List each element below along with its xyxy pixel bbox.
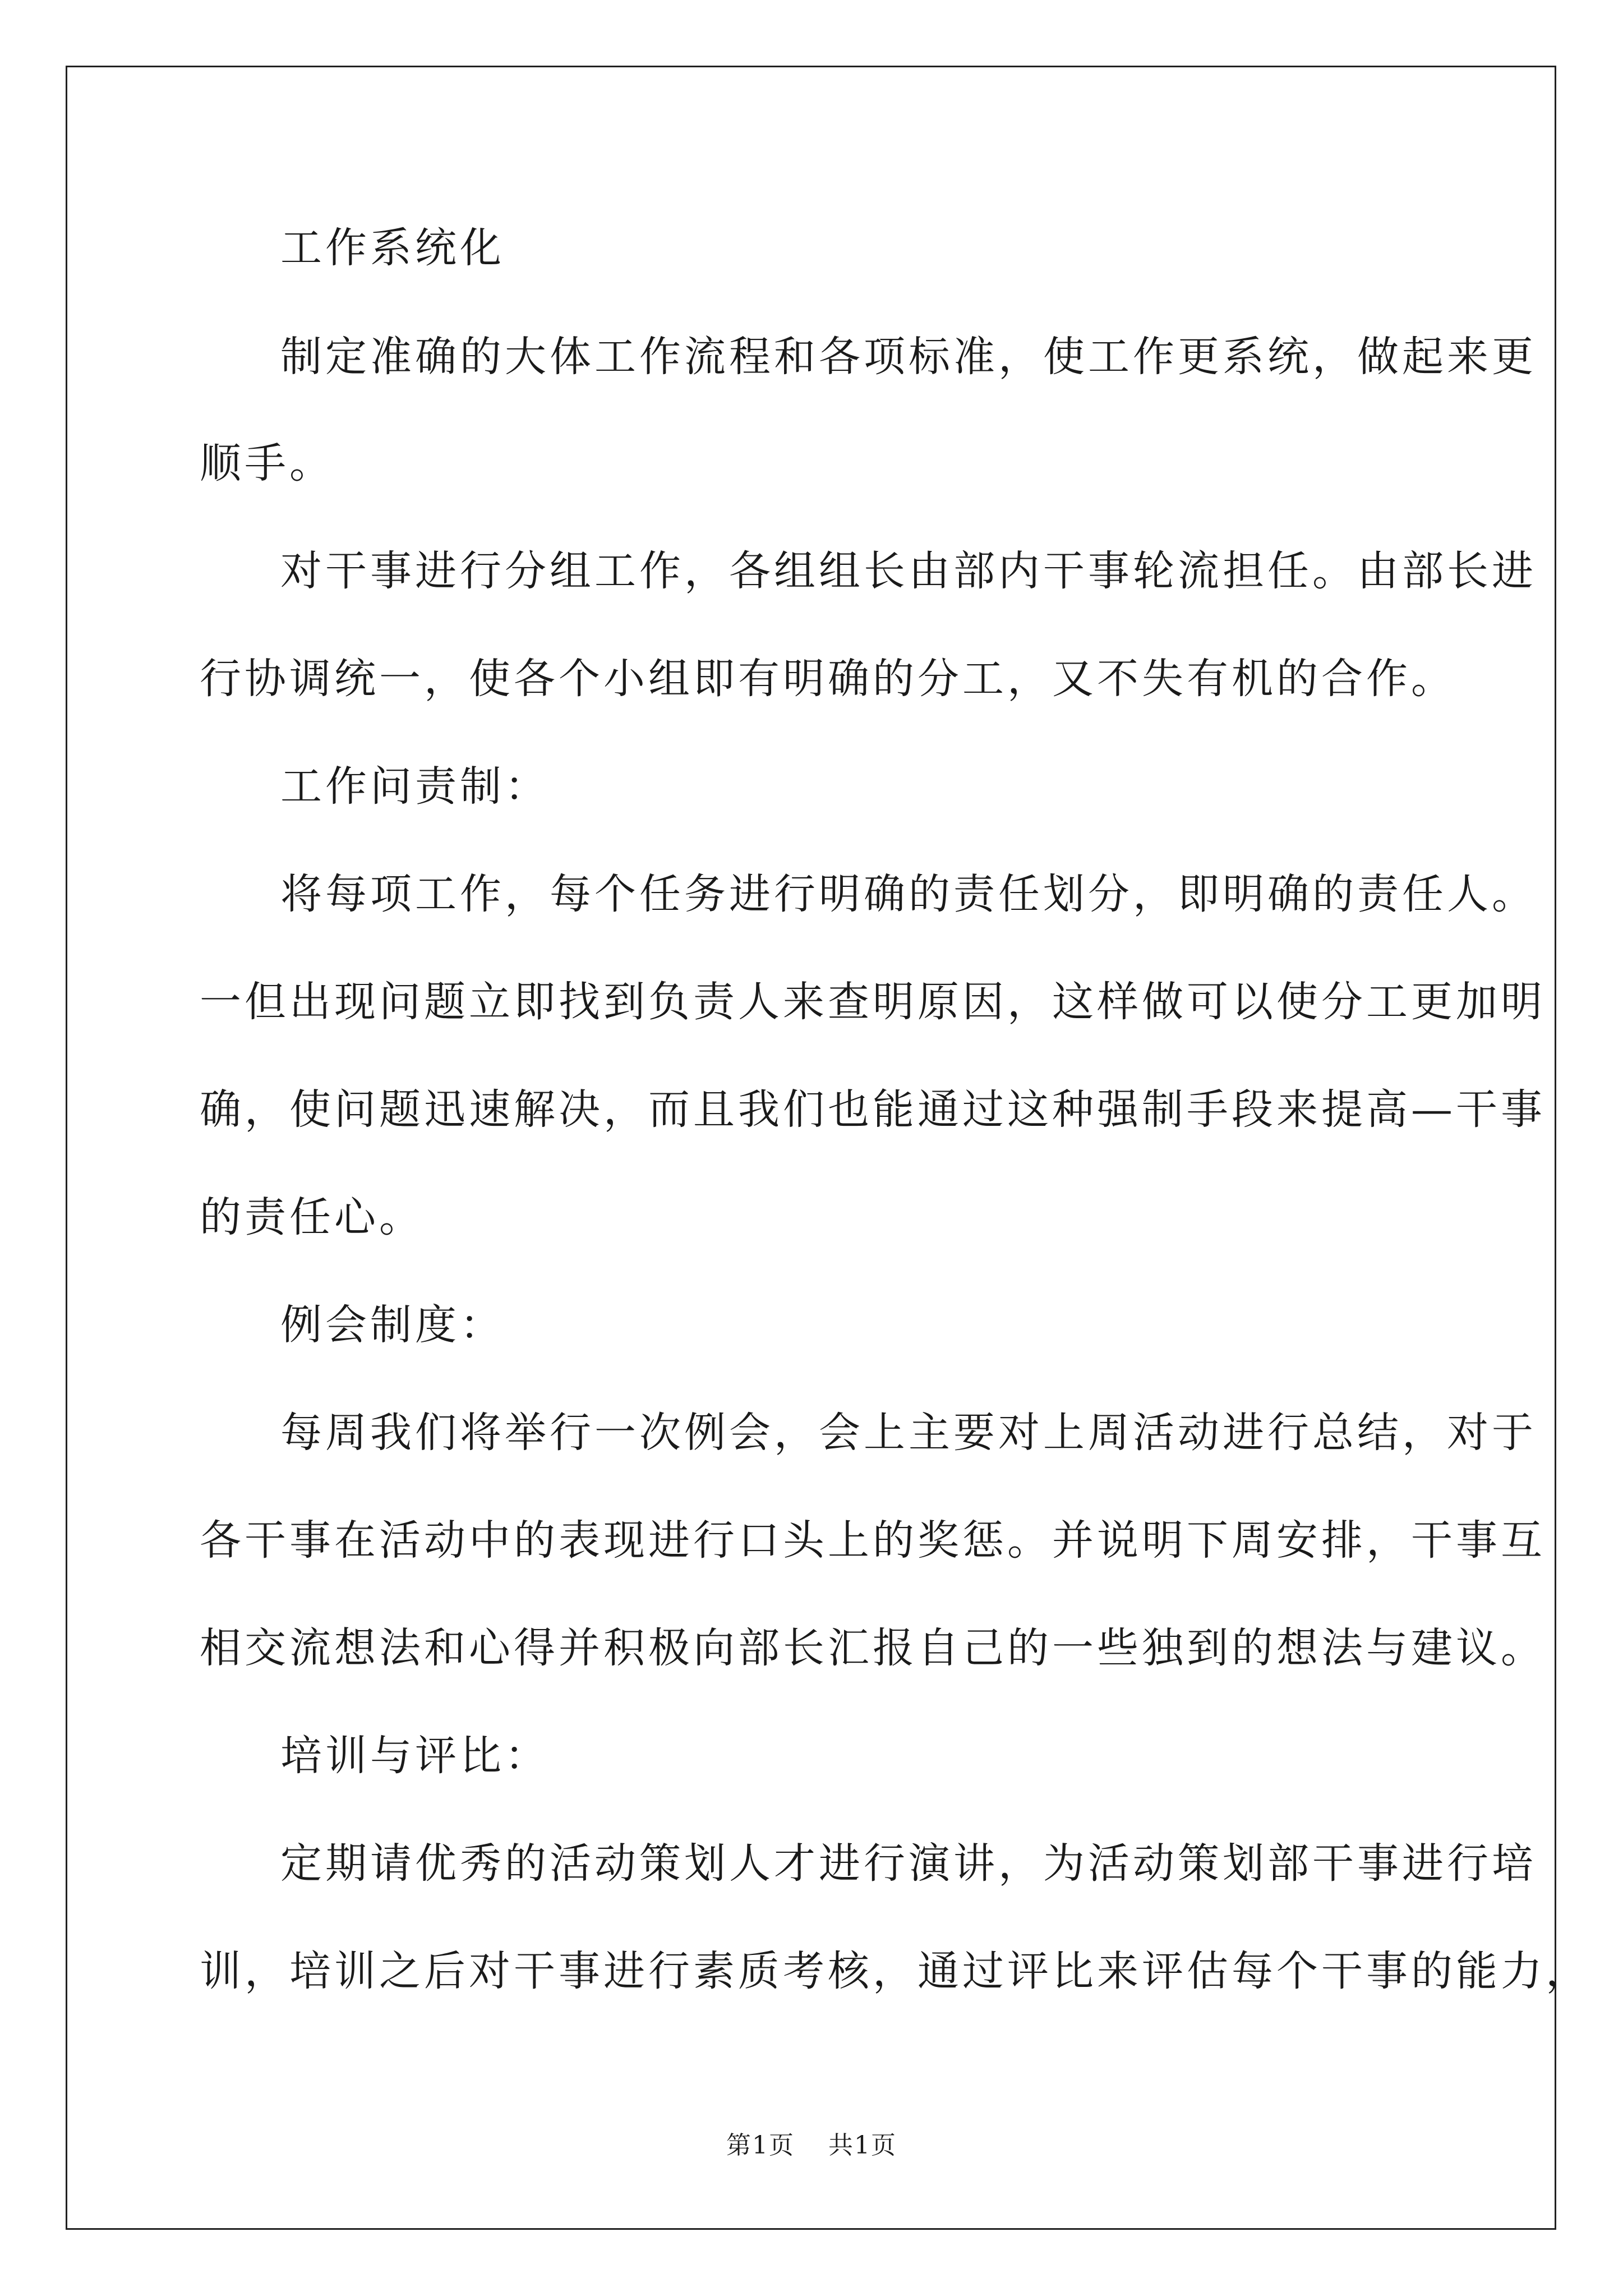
heading-accountability: 工作问责制： <box>280 762 550 811</box>
page-border <box>66 66 1556 2230</box>
paragraph-line: 一但出现问题立即找到负责人来查明原因，这样做可以使分工更加明 <box>200 978 1546 1026</box>
paragraph-line: 各干事在活动中的表现进行口头上的奖惩。并说明下周安排，干事互 <box>200 1516 1546 1565</box>
paragraph-line: 制定准确的大体工作流程和各项标准，使工作更系统，做起来更 <box>280 333 1537 381</box>
heading-training-evaluation: 培训与评比： <box>280 1732 550 1780</box>
page-total: 共1页 <box>828 2131 897 2160</box>
paragraph-line: 定期请优秀的活动策划人才进行演讲，为活动策划部干事进行培 <box>280 1839 1537 1888</box>
page-footer <box>0 2129 1623 2162</box>
paragraph-line: 相交流想法和心得并积极向部长汇报自己的一些独到的想法与建议。 <box>200 1624 1546 1672</box>
paragraph-line: 行协调统一，使各个小组即有明确的分工，又不失有机的合作。 <box>200 655 1456 703</box>
paragraph-line: 确，使问题迅速解决，而且我们也能通过这种强制手段来提高—干事 <box>200 1085 1546 1134</box>
paragraph-line: 将每项工作，每个任务进行明确的责任划分，即明确的责任人。 <box>280 870 1537 918</box>
paragraph-line: 每周我们将举行一次例会，会上主要对上周活动进行总结，对于 <box>280 1409 1537 1457</box>
paragraph-line: 顺手。 <box>200 439 334 487</box>
paragraph-line: 训，培训之后对干事进行素质考核，通过评比来评估每个干事的能力， <box>200 1947 1590 1995</box>
heading-work-systematization: 工作系统化 <box>280 224 505 272</box>
paragraph-line: 的责任心。 <box>200 1193 424 1241</box>
paragraph-line: 对干事进行分组工作，各组组长由部内干事轮流担任。由部长进 <box>280 547 1537 595</box>
heading-regular-meeting: 例会制度： <box>280 1301 505 1349</box>
page-number: 第1页 <box>726 2131 795 2160</box>
